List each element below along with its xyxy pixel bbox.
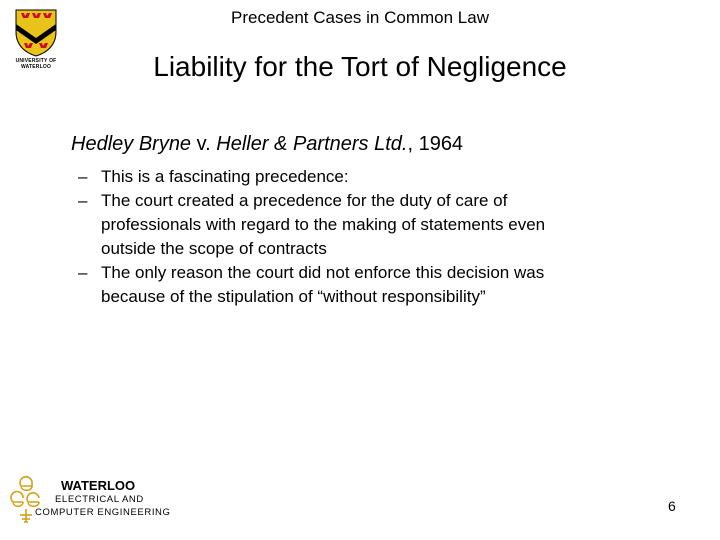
bullet-dash: –	[78, 191, 88, 210]
bullet-item	[78, 165, 638, 189]
footer-dept-line2: COMPUTER ENGINEERING	[35, 507, 171, 518]
case-year: , 1964	[407, 133, 464, 155]
bullet-item	[78, 189, 638, 261]
footer-dept-line1: ELECTRICAL AND	[55, 494, 144, 505]
slide-title: Liability for the Tort of Negligence	[153, 51, 567, 82]
bullet-line: outside the scope of contracts	[101, 239, 327, 258]
crest-caption-line2: WATERLOO	[20, 64, 52, 70]
bullet-line: The court created a precedence for the duty of care of	[101, 191, 508, 210]
bullet-line: This is a fascinating precedence:	[101, 167, 349, 186]
case-plaintiff: Hedley Bryne	[71, 133, 192, 155]
bullet-list	[78, 165, 638, 309]
bullet-item	[78, 261, 638, 309]
crest-caption-line1: UNIVERSITY OF	[15, 58, 57, 64]
case-citation	[71, 133, 463, 156]
bullet-dash: –	[78, 167, 88, 186]
course-title: Precedent Cases in Common Law	[231, 8, 489, 27]
bullet-line: The only reason the court did not enforce this decision was	[101, 263, 545, 282]
bullet-line: professionals with regard to the making of statements even	[101, 215, 546, 234]
footer-org-name: WATERLOO	[61, 478, 136, 493]
bullet-dash: –	[78, 263, 88, 282]
case-versus: v.	[191, 133, 217, 155]
bullet-line: because of the stipulation of “without responsibility”	[101, 287, 486, 306]
ece-logo-icon	[10, 474, 46, 526]
page-number: 6	[668, 498, 676, 514]
case-defendant: Heller & Partners Ltd.	[216, 133, 408, 155]
